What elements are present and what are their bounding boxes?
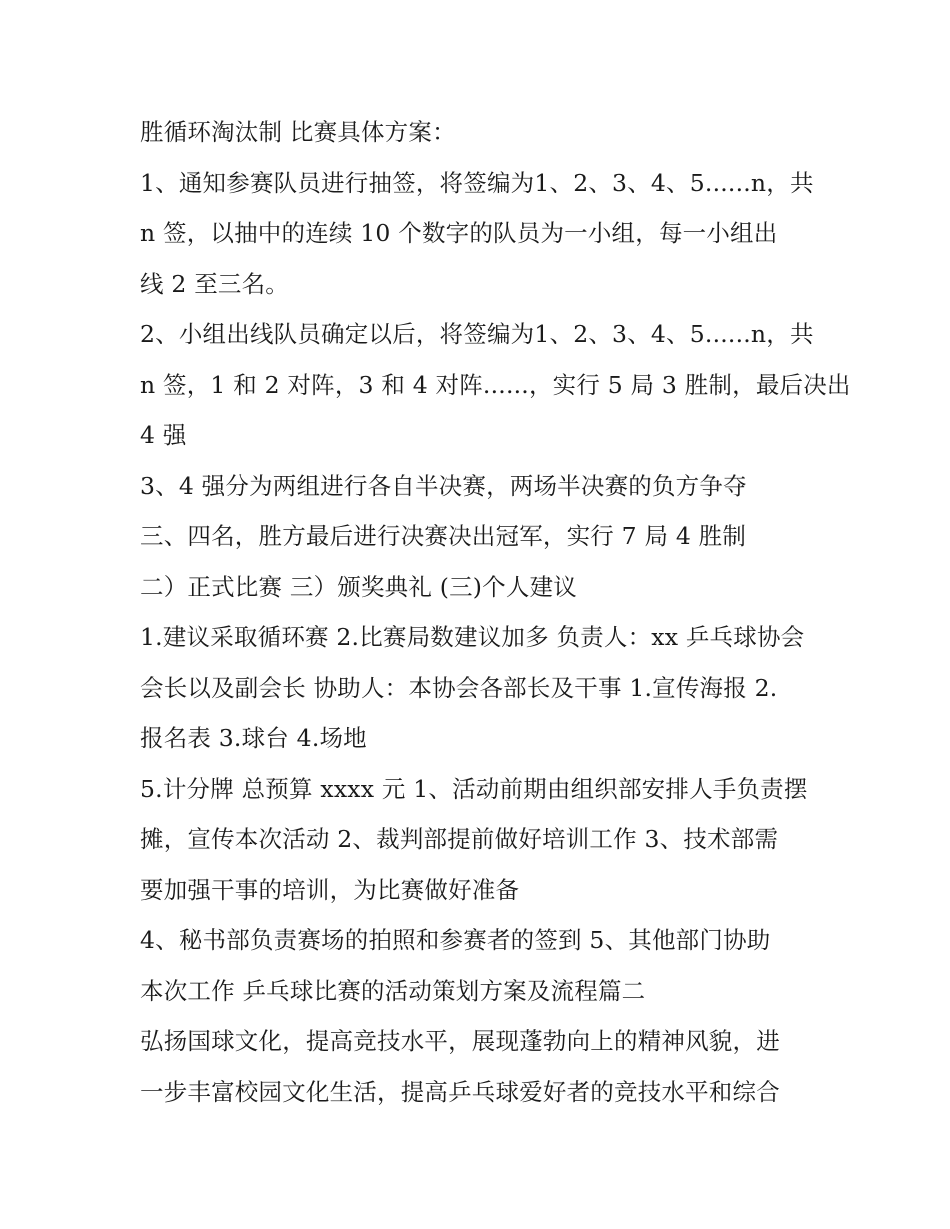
text-line: 要加强干事的培训，为比赛做好准备 — [140, 875, 520, 904]
document-body — [140, 107, 851, 1117]
text-line: 1.建议采取循环赛 2.比赛局数建议加多 负责人：xx 乒乓球协会 — [140, 623, 805, 651]
text-line: 5.计分牌 总预算 xxxx 元 1、活动前期由组织部安排人手负责摆 — [140, 774, 808, 803]
text-line: 报名表 3.球台 4.场地 — [140, 724, 367, 752]
text-line: n 签，以抽中的连续 10 个数字的队员为一小组，每一小组出 — [140, 219, 778, 247]
text-line: 摊，宣传本次活动 2、裁判部提前做好培训工作 3、技术部需 — [140, 825, 779, 853]
text-line: 4 强 — [140, 421, 187, 449]
text-line: 二）正式比赛 三）颁奖典礼 (三)个人建议 — [140, 572, 577, 601]
text-line: 4、秘书部负责赛场的拍照和参赛者的签到 5、其他部门协助 — [140, 926, 771, 954]
text-line: 胜循环淘汰制 比赛具体方案： — [140, 118, 456, 146]
text-line: 线 2 至三名。 — [140, 269, 289, 298]
text-line: 2、小组出线队员确定以后，将签编为1、2、3、4、5......n，共 — [140, 320, 814, 348]
text-line: 3、4 强分为两组进行各自半决赛，两场半决赛的负方争夺 — [140, 471, 747, 500]
text-line: 三、四名，胜方最后进行决赛决出冠军，实行 7 局 4 胜制 — [140, 522, 747, 550]
text-line: 会长以及副会长 协助人：本协会各部长及干事 1.宣传海报 2. — [140, 673, 778, 702]
text-line: 弘扬国球文化，提高竞技水平，展现蓬勃向上的精神风貌，进 — [140, 1027, 780, 1055]
text-line: 一步丰富校园文化生活，提高乒乓球爱好者的竞技水平和综合 — [140, 1077, 780, 1106]
text-line: n 签，1 和 2 对阵，3 和 4 对阵......，实行 5 局 3 胜制，最后决出 — [140, 370, 851, 399]
text-line: 1、通知参赛队员进行抽签，将签编为1、2、3、4、5......n，共 — [140, 168, 814, 197]
text-line: 本次工作 乒乓球比赛的活动策划方案及流程篇二 — [140, 976, 646, 1005]
